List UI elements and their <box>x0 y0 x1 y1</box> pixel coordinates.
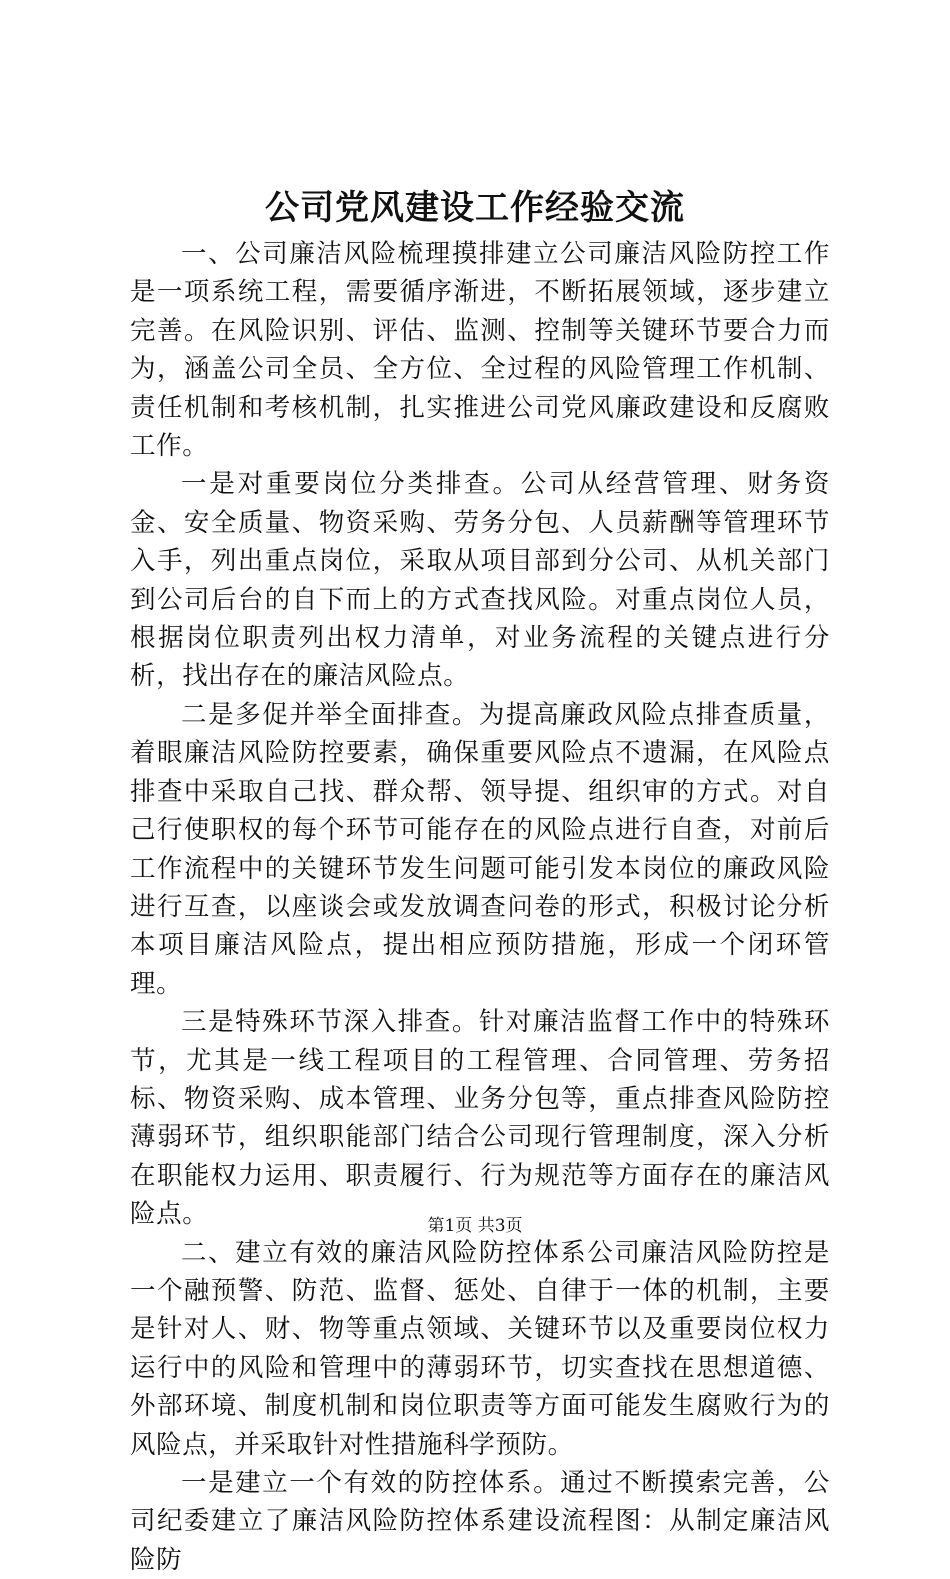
paragraph-5: 二、建立有效的廉洁风险防控体系公司廉洁风险防控是一个融预警、防范、监督、惩处、自律于一体的机制，主要是针对人、财、物等重点领域、关键环节以及重要岗位权力运行中的风险和管理中的薄弱环节，切实查找在思想道德、外部环境、制度机制和岗位职责等方面可能发生腐败行为的风险点，并采取针对性措施科学预防。 <box>130 1237 830 1460</box>
paragraph-3: 二是多促并举全面排查。为提高廉政风险点排查质量，着眼廉洁风险防控要素，确保重要风险点不遗漏，在风险点排查中采取自己找、群众帮、领导提、组织审的方式。对自己行使职权的每个环节可能存在的风险点进行自查，对前后工作流程中的关键环节发生问题可能引发本岗位的廉政风险进行互查，以座谈会或发放调查问卷的形式，积极讨论分析本项目廉洁风险点，提出相应预防措施，形成一个闭环管理。 <box>130 699 830 999</box>
paragraph-4: 三是特殊环节深入排查。针对廉洁监督工作中的特殊环节，尤其是一线工程项目的工程管理、合同管理、劳务招标、物资采购、成本管理、业务分包等，重点排查风险防控薄弱环节，组织职能部门结合公司现行管理制度，深入分析在职能权力运用、职责履行、行为规范等方面存在的廉洁风险点。 <box>130 1007 830 1230</box>
page-footer: 第1页 共3页 <box>427 1216 523 1236</box>
paragraph-6: 一是建立一个有效的防控体系。通过不断摸索完善，公司纪委建立了廉洁风险防控体系建设流程图：从制定廉洁风险防 <box>130 1468 830 1575</box>
paragraph-1: 一、公司廉洁风险梳理摸排建立公司廉洁风险防控工作是一项系统工程，需要循序渐进，不断拓展领域，逐步建立完善。在风险识别、评估、监测、控制等关键环节要合力而为，涵盖公司全员、全方位、全过程的风险管理工作机制、责任机制和考核机制，扎实推进公司党风廉政建设和反腐败工作。 <box>130 239 830 462</box>
document-title: 公司党风建设工作经验交流 <box>265 188 685 228</box>
document-body <box>130 235 830 1579</box>
paragraph-2: 一是对重要岗位分类排查。公司从经营管理、财务资金、安全质量、物资采购、劳务分包、人员薪酬等管理环节入手，列出重点岗位，采取从项目部到分公司、从机关部门到公司后台的自下而上的方式查找风险。对重点岗位人员，根据岗位职责列出权力清单，对业务流程的关键点进行分析，找出存在的廉洁风险点。 <box>130 469 830 692</box>
